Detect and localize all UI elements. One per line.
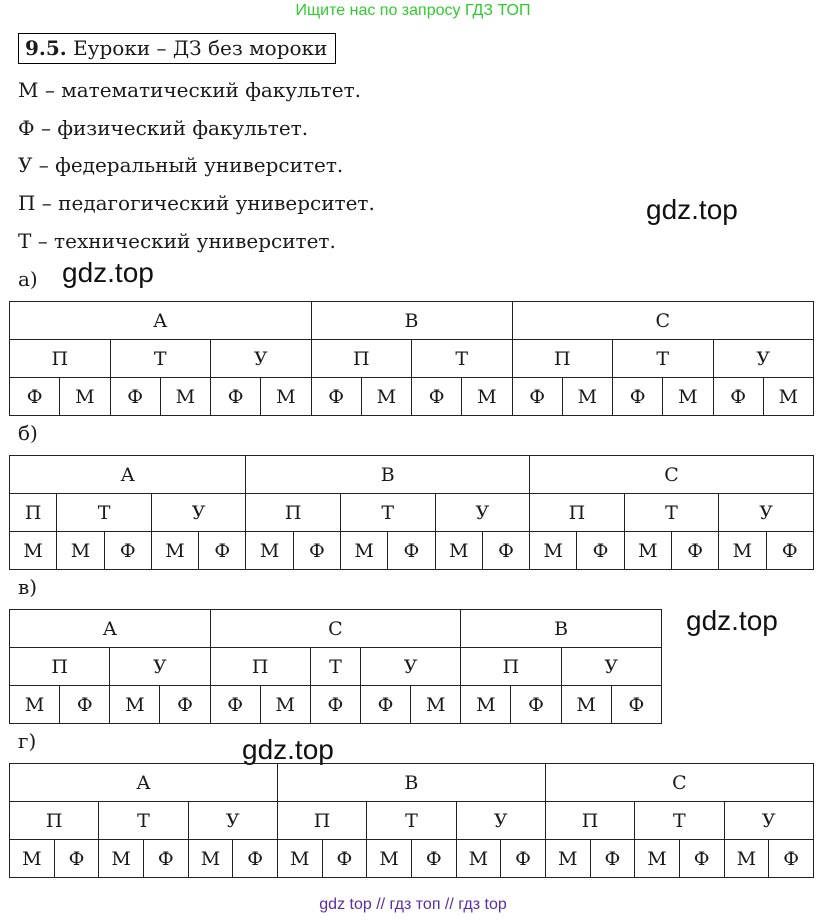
faculty-cell: М [663, 378, 713, 416]
type-cell: У [151, 494, 246, 532]
faculty-cell: Ф [411, 840, 456, 878]
faculty-cell: М [277, 840, 322, 878]
part-label-a: а) [18, 267, 38, 291]
task-title-text: Еуроки – ДЗ без мороки [73, 36, 328, 60]
part-label-g: г) [18, 729, 37, 753]
table-row [10, 532, 814, 570]
type-cell: У [713, 340, 814, 378]
type-cell: Т [367, 802, 456, 840]
faculty-cell: М [411, 686, 461, 724]
faculty-cell: М [435, 532, 482, 570]
tree-table-g [9, 763, 814, 878]
faculty-cell: М [340, 532, 387, 570]
type-cell: П [10, 340, 111, 378]
faculty-cell: М [635, 840, 680, 878]
table-row [10, 456, 814, 494]
faculty-cell: М [188, 840, 233, 878]
university-cell: В [461, 610, 662, 648]
task-title [18, 33, 336, 64]
type-cell: П [210, 648, 310, 686]
footer-text: gdz top // гдз топ // гдз top [319, 896, 507, 913]
type-cell: Т [57, 494, 152, 532]
table-row [10, 840, 814, 878]
watermark: gdz.top [646, 194, 738, 225]
faculty-cell: М [456, 840, 501, 878]
type-cell: Т [624, 494, 719, 532]
faculty-cell: Ф [360, 686, 410, 724]
faculty-cell: Ф [110, 378, 160, 416]
university-cell: А [10, 764, 278, 802]
faculty-cell: М [530, 532, 577, 570]
type-cell: У [211, 340, 312, 378]
type-cell: Т [613, 340, 714, 378]
type-cell: Т [99, 802, 188, 840]
type-cell: У [360, 648, 460, 686]
faculty-cell: М [724, 840, 769, 878]
top-banner: Ищите нас по запросу ГДЗ ТОП [295, 2, 531, 19]
table-row [10, 378, 814, 416]
type-cell: П [10, 648, 110, 686]
faculty-cell: М [367, 840, 412, 878]
watermark: gdz.top [242, 734, 334, 765]
university-cell: С [512, 302, 814, 340]
faculty-cell: Ф [611, 686, 661, 724]
table-row [10, 802, 814, 840]
faculty-cell: М [261, 378, 311, 416]
university-cell: С [210, 610, 461, 648]
faculty-cell: Ф [501, 840, 546, 878]
legend-line-p: П – педагогический университет. [18, 191, 375, 215]
faculty-cell: Ф [10, 378, 60, 416]
faculty-cell: М [10, 840, 55, 878]
faculty-cell: Ф [210, 686, 260, 724]
type-cell: П [530, 494, 625, 532]
faculty-cell: Ф [769, 840, 814, 878]
university-cell: В [277, 764, 545, 802]
faculty-cell: М [561, 686, 611, 724]
faculty-cell: Ф [511, 686, 561, 724]
faculty-cell: М [461, 686, 511, 724]
legend-line-t: Т – технический университет. [18, 229, 336, 253]
faculty-cell: Ф [482, 532, 529, 570]
faculty-cell: Ф [211, 378, 261, 416]
faculty-cell: Ф [233, 840, 278, 878]
type-cell: У [561, 648, 661, 686]
faculty-cell: Ф [54, 840, 99, 878]
faculty-cell: Ф [160, 686, 210, 724]
type-cell: Т [635, 802, 724, 840]
faculty-cell: Ф [713, 378, 763, 416]
faculty-cell: М [110, 686, 160, 724]
type-cell: У [719, 494, 814, 532]
table-row [10, 340, 814, 378]
table-row [10, 764, 814, 802]
faculty-cell: М [562, 378, 612, 416]
type-cell: П [311, 340, 412, 378]
faculty-cell: М [10, 532, 57, 570]
university-cell: С [545, 764, 813, 802]
type-cell: Т [110, 340, 211, 378]
table-row [10, 686, 662, 724]
faculty-cell: М [545, 840, 590, 878]
type-cell: У [110, 648, 210, 686]
part-label-b: б) [18, 421, 38, 445]
type-cell: П [512, 340, 613, 378]
type-cell: У [435, 494, 530, 532]
faculty-cell: Ф [293, 532, 340, 570]
type-cell: Т [340, 494, 435, 532]
university-cell: А [10, 610, 211, 648]
watermark: gdz.top [686, 605, 778, 636]
type-cell: П [461, 648, 561, 686]
table-row [10, 648, 662, 686]
faculty-cell: М [160, 378, 210, 416]
table-row [10, 302, 814, 340]
faculty-cell: Ф [311, 378, 361, 416]
faculty-cell: Ф [199, 532, 246, 570]
faculty-cell: М [462, 378, 512, 416]
faculty-cell: Ф [143, 840, 188, 878]
faculty-cell: М [99, 840, 144, 878]
faculty-cell: Ф [322, 840, 367, 878]
type-cell: П [246, 494, 341, 532]
faculty-cell: Ф [577, 532, 624, 570]
type-cell: У [188, 802, 277, 840]
university-cell: А [10, 302, 312, 340]
tree-table-b [9, 455, 814, 570]
watermark: gdz.top [62, 257, 154, 288]
table-row [10, 610, 662, 648]
faculty-cell: М [246, 532, 293, 570]
faculty-cell: Ф [412, 378, 462, 416]
legend-line-m: М – математический факультет. [18, 78, 361, 102]
faculty-cell: М [719, 532, 766, 570]
faculty-cell: М [763, 378, 813, 416]
tree-table-v [9, 609, 662, 724]
type-cell: П [545, 802, 634, 840]
faculty-cell: М [60, 378, 110, 416]
university-cell: В [311, 302, 512, 340]
tree-table-a [9, 301, 814, 416]
university-cell: В [246, 456, 530, 494]
faculty-cell: Ф [388, 532, 435, 570]
faculty-cell: Ф [310, 686, 360, 724]
type-cell: Т [412, 340, 513, 378]
faculty-cell: М [624, 532, 671, 570]
table-row [10, 494, 814, 532]
legend-line-f: Ф – физический факультет. [18, 116, 309, 140]
faculty-cell: М [57, 532, 104, 570]
faculty-cell: Ф [60, 686, 110, 724]
university-cell: С [530, 456, 814, 494]
faculty-cell: Ф [679, 840, 724, 878]
type-cell: П [10, 494, 57, 532]
faculty-cell: М [10, 686, 60, 724]
type-cell: У [456, 802, 545, 840]
type-cell: П [10, 802, 99, 840]
faculty-cell: Ф [671, 532, 718, 570]
faculty-cell: Ф [613, 378, 663, 416]
faculty-cell: М [151, 532, 198, 570]
faculty-cell: Ф [590, 840, 635, 878]
faculty-cell: М [260, 686, 310, 724]
type-cell: У [724, 802, 814, 840]
task-number: 9.5. [25, 36, 67, 60]
part-label-v: в) [18, 575, 38, 599]
university-cell: А [10, 456, 246, 494]
legend-line-u: У – федеральный университет. [18, 153, 344, 177]
type-cell: Т [310, 648, 360, 686]
type-cell: П [277, 802, 366, 840]
faculty-cell: М [361, 378, 411, 416]
faculty-cell: Ф [104, 532, 151, 570]
faculty-cell: Ф [766, 532, 814, 570]
faculty-cell: Ф [512, 378, 562, 416]
